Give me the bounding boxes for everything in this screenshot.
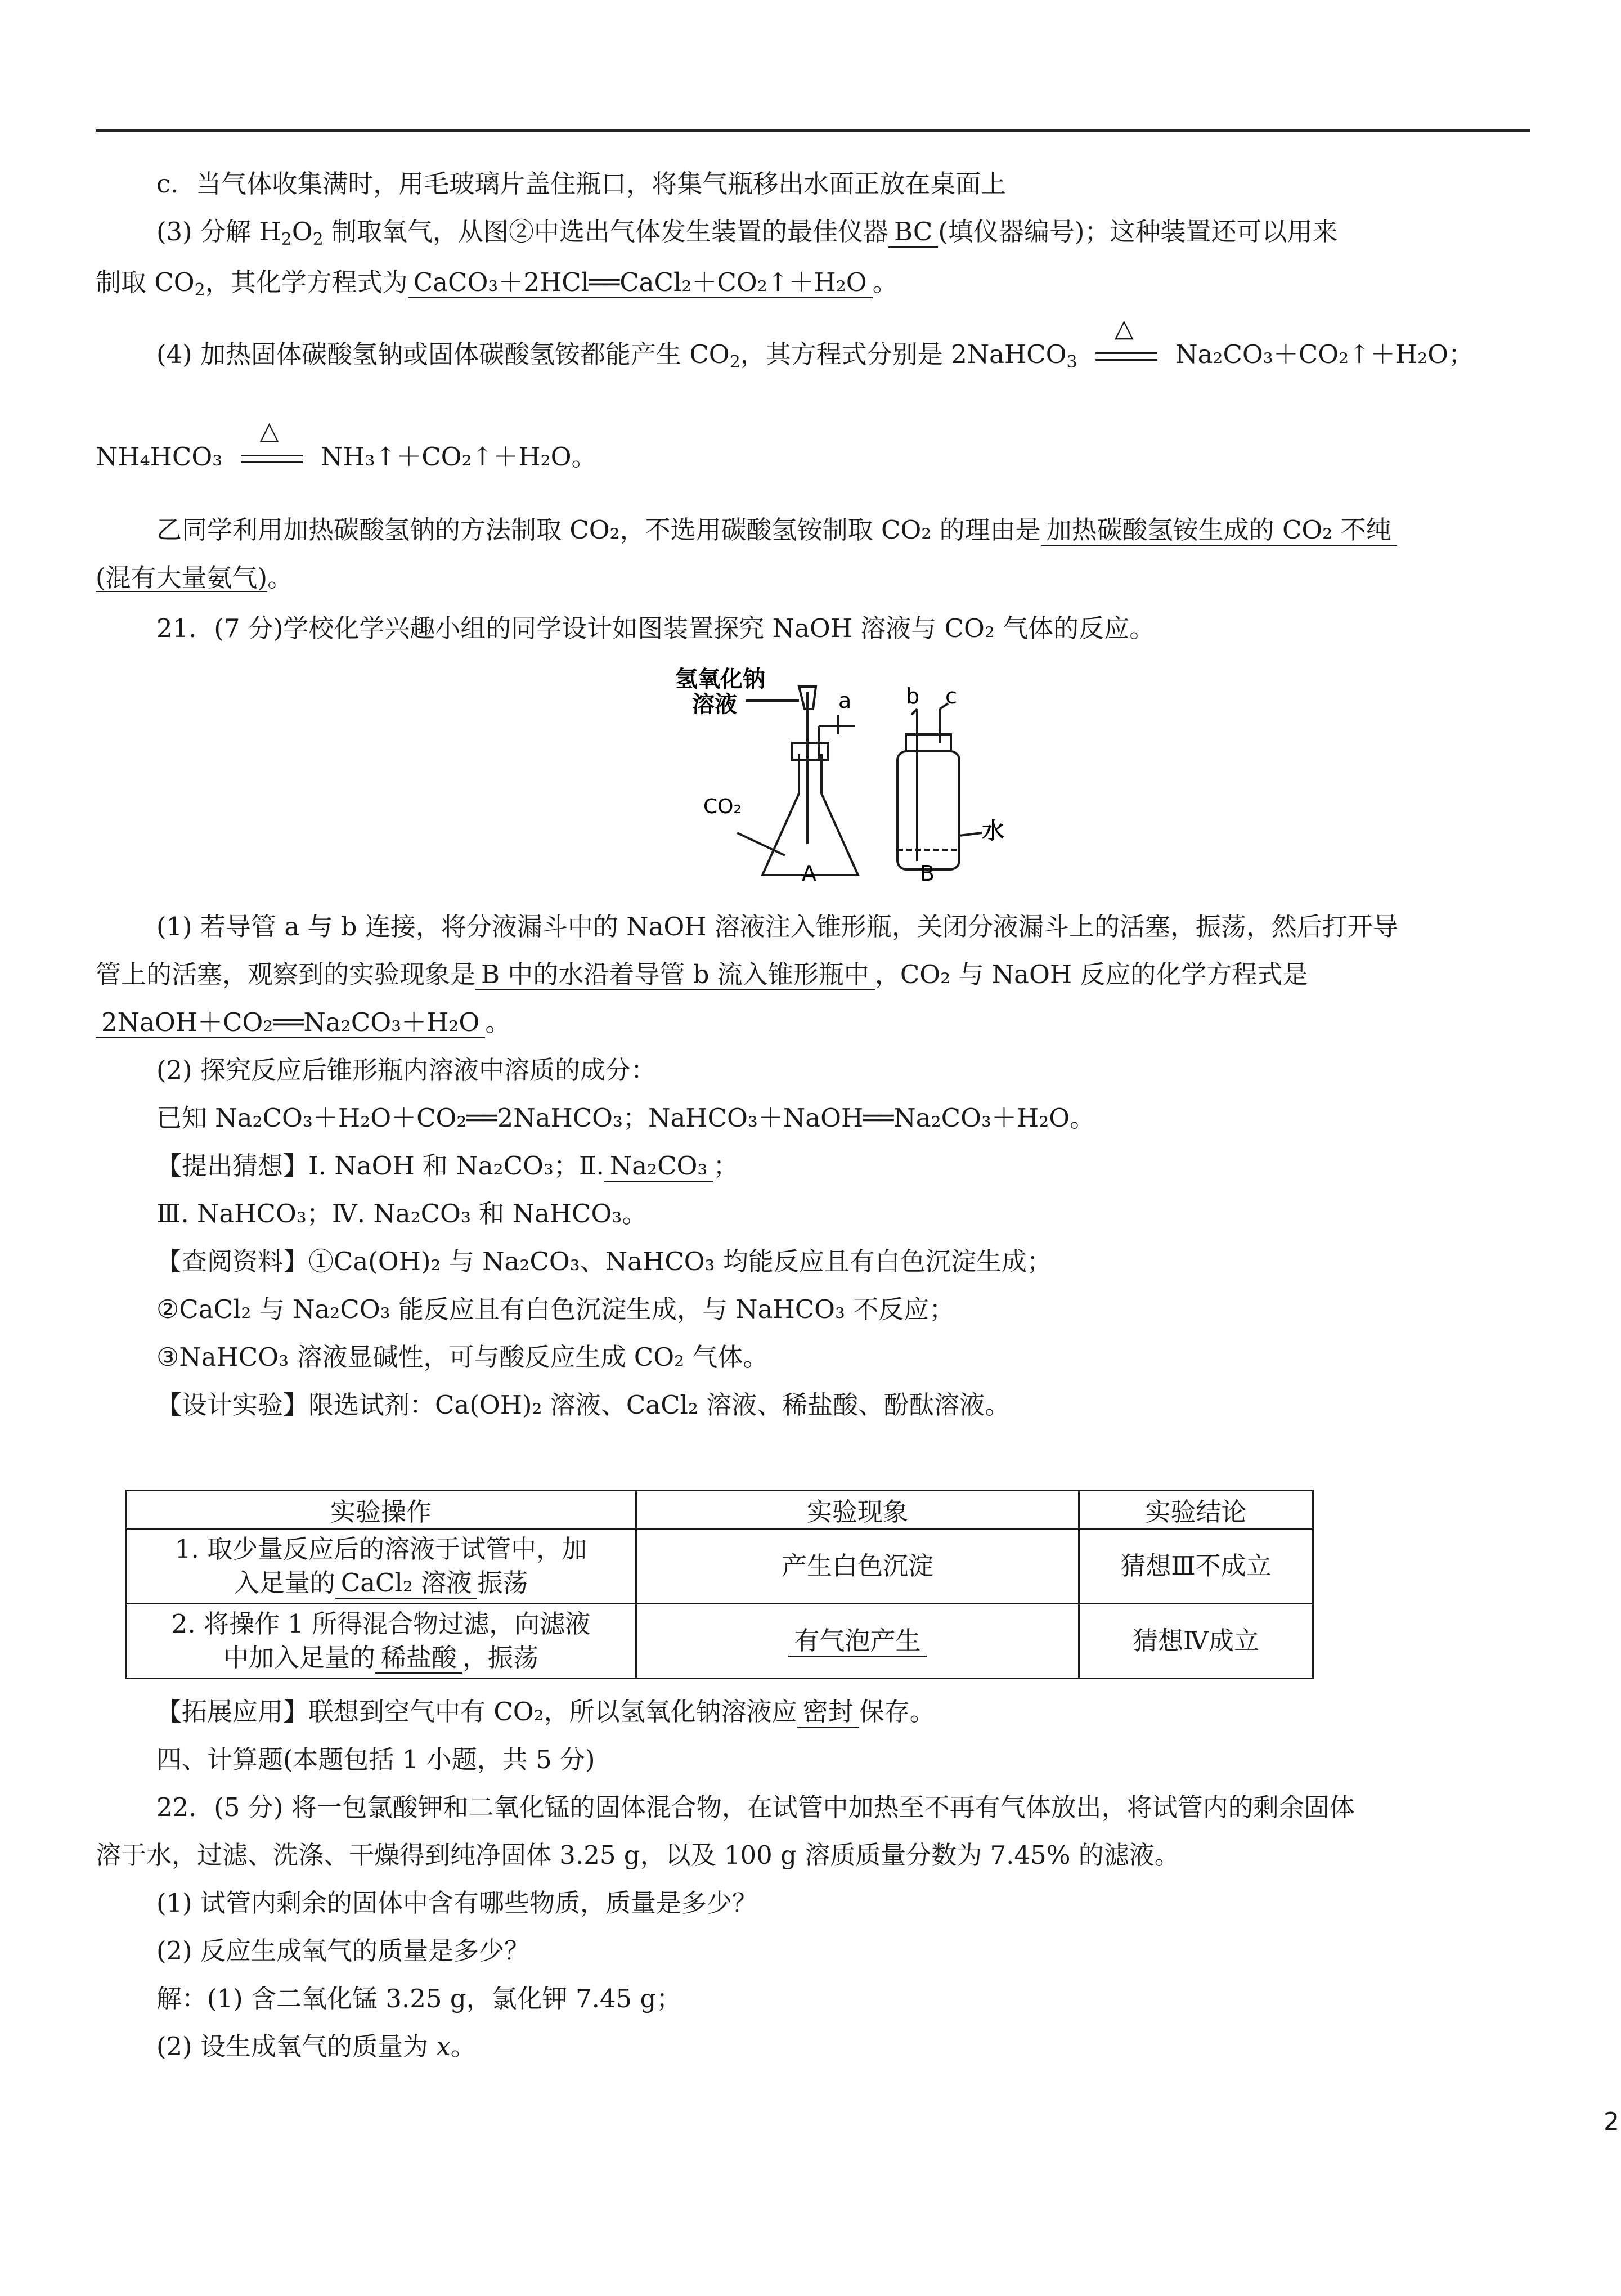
part-1-line-1: (1) 若导管 a 与 b 连接，将分液漏斗中的 NaOH 溶液注入锥形瓶，关闭分液漏斗上的活塞，振荡，然后打开导 [156,912,1398,941]
label-water: 水 [982,818,1004,844]
solution-line-2: (2) 设生成氧气的质量为 x。 [156,2032,476,2061]
header-phenomenon: 实验现象 [636,1491,1079,1529]
answer-blank-instrument: BC [888,217,938,248]
part-2: (2) 探究反应后锥形瓶内溶液中溶质的成分： [156,1055,657,1085]
label-naoh-solution-2: 溶液 [692,692,737,718]
answer-blank-hypothesis: Na₂CO₃ [604,1151,713,1182]
question-3-line-2: 制取 $CO_2$，其化学方程式为 CaCO₃＋2HCl══CaCl₂＋CO₂↑＋H₂O 。 [96,267,898,300]
hypothesis-line-2: Ⅲ. NaHCO₃；Ⅳ. Na₂CO₃ 和 NaHCO₃。 [156,1199,648,1228]
row2-conclusion: 猜想Ⅳ成立 [1079,1604,1313,1679]
heating-condition-sign-2: △ [241,448,303,470]
row1-phenomenon: 产生白色沉淀 [636,1529,1079,1604]
label-naoh-solution-1: 氢氧化钠 [675,666,765,692]
question-22-line-2: 溶于水，过滤、洗涤、干燥得到纯净固体 3.25 g，以及 100 g 溶质质量分数为 7.45% 的滤液。 [96,1840,1180,1870]
row2-operation: 2. 将操作 1 所得混合物过滤，向滤液 中加入足量的 稀盐酸 ，振荡 [126,1604,636,1679]
label-co2: CO₂ [703,795,742,818]
reason-line-2: (混有大量氨气)。 [96,563,293,593]
answer-blank-equation: CaCO₃＋2HCl══CaCl₂＋CO₂↑＋H₂O [408,268,873,298]
question-21: 21．(7 分)学校化学兴趣小组的同学设计如图装置探究 NaOH 溶液与 CO₂ 气体的反应。 [156,613,1155,643]
question-22-line-1: 22．(5 分) 将一包氯酸钾和二氧化锰的固体混合物，在试管中加热至不再有气体放出，将试管内的剩余固体 [156,1792,1355,1822]
apparatus-diagram [670,666,1004,886]
question-22-sub-2: (2) 反应生成氧气的质量是多少？ [156,1936,530,1966]
reason-line-1: 乙同学利用加热碳酸氢钠的方法制取 CO₂，不选用碳酸氢铵制取 CO₂ 的理由是 加热碳酸氢铵生成的 CO₂ 不纯 [156,513,1397,547]
answer-blank-reason: 加热碳酸氢铵生成的 CO₂ 不纯 [1041,515,1397,546]
row2-phenomenon: 有气泡产生 [636,1604,1079,1679]
question-22-sub-1: (1) 试管内剩余的固体中含有哪些物质，质量是多少？ [156,1888,758,1918]
reference-info-3: ③NaHCO₃ 溶液显碱性，可与酸反应生成 CO₂ 气体。 [156,1342,769,1372]
known-equations: 已知 Na₂CO₃＋H₂O＋CO₂══2NaHCO₃；NaHCO₃＋NaOH══Na₂CO₃＋H₂O。 [156,1103,1095,1133]
header-operation: 实验操作 [126,1491,636,1529]
item-c: c．当气体收集满时，用毛玻璃片盖住瓶口，将集气瓶移出水面正放在桌面上 [156,169,1007,199]
label-b: b [906,684,920,708]
table-header-row [126,1491,1313,1529]
section-4-heading: 四、计算题(本题包括 1 小题，共 5 分) [156,1745,595,1774]
answer-blank-naoh-equation: 2NaOH＋CO₂══Na₂CO₃＋H₂O [96,1008,485,1038]
label-B: B [920,861,935,886]
header-conclusion: 实验结论 [1079,1491,1313,1529]
heating-condition-sign: △ [1095,346,1157,368]
solution-line-1: 解：(1) 含二氧化锰 3.25 g，氯化钾 7.45 g； [156,1984,682,2014]
label-a: a [838,688,852,713]
part-1-line-2: 管上的活塞，观察到的实验现象是 B 中的水沿着导管 b 流入锥形瓶中 ，CO₂ 与 NaOH 反应的化学方程式是 [96,959,1308,989]
label-c: c [945,684,957,708]
question-3-line-1: (3) 分解 $H_2O_2$ 制取氧气，从图②中选出气体发生装置的最佳仪器 BC (填仪器编号)；这种装置还可以用来 [156,217,1338,249]
reference-info-2: ②CaCl₂ 与 Na₂CO₃ 能反应且有白色沉淀生成，与 NaHCO₃ 不反应； [156,1294,955,1324]
row1-conclusion: 猜想Ⅲ不成立 [1079,1529,1313,1604]
part-1-line-3: 2NaOH＋CO₂══Na₂CO₃＋H₂O 。 [96,1006,510,1039]
reference-info-1: 【查阅资料】①Ca(OH)₂ 与 Na₂CO₃、NaHCO₃ 均能反应且有白色沉淀生成； [156,1246,1052,1276]
header-rule [96,129,1530,132]
label-A: A [802,861,816,886]
answer-blank-storage: 密封 [797,1697,859,1728]
table-row [126,1604,1313,1679]
hypothesis-line-1: 【提出猜想】Ⅰ. NaOH 和 Na₂CO₃；Ⅱ. Na₂CO₃ ； [156,1151,739,1181]
experiment-table [125,1490,1314,1679]
answer-blank-phenomenon: B 中的水沿着导管 b 流入锥形瓶中 [475,960,875,990]
row1-operation: 1. 取少量反应后的溶液于试管中，加 入足量的 CaCl₂ 溶液 振荡 [126,1529,636,1604]
page-number: 2 [1604,2107,1619,2136]
design-experiment: 【设计实验】限选试剂：Ca(OH)₂ 溶液、CaCl₂ 溶液、稀盐酸、酚酞溶液。 [156,1390,1011,1420]
question-4-line-2: NH₄HCO₃ △ NH₃↑＋CO₂↑＋H₂O。 [96,416,597,472]
extension-application: 【拓展应用】联想到空气中有 CO₂，所以氢氧化钠溶液应 密封 保存。 [156,1697,935,1727]
table-row [126,1529,1313,1604]
question-4-line-1: (4) 加热固体碳酸氢钠或固体碳酸氢铵都能产生 $CO_2$，其方程式分别是 2NaHCO$_3$ △ Na₂CO₃＋CO₂↑＋H₂O； [156,313,1474,372]
